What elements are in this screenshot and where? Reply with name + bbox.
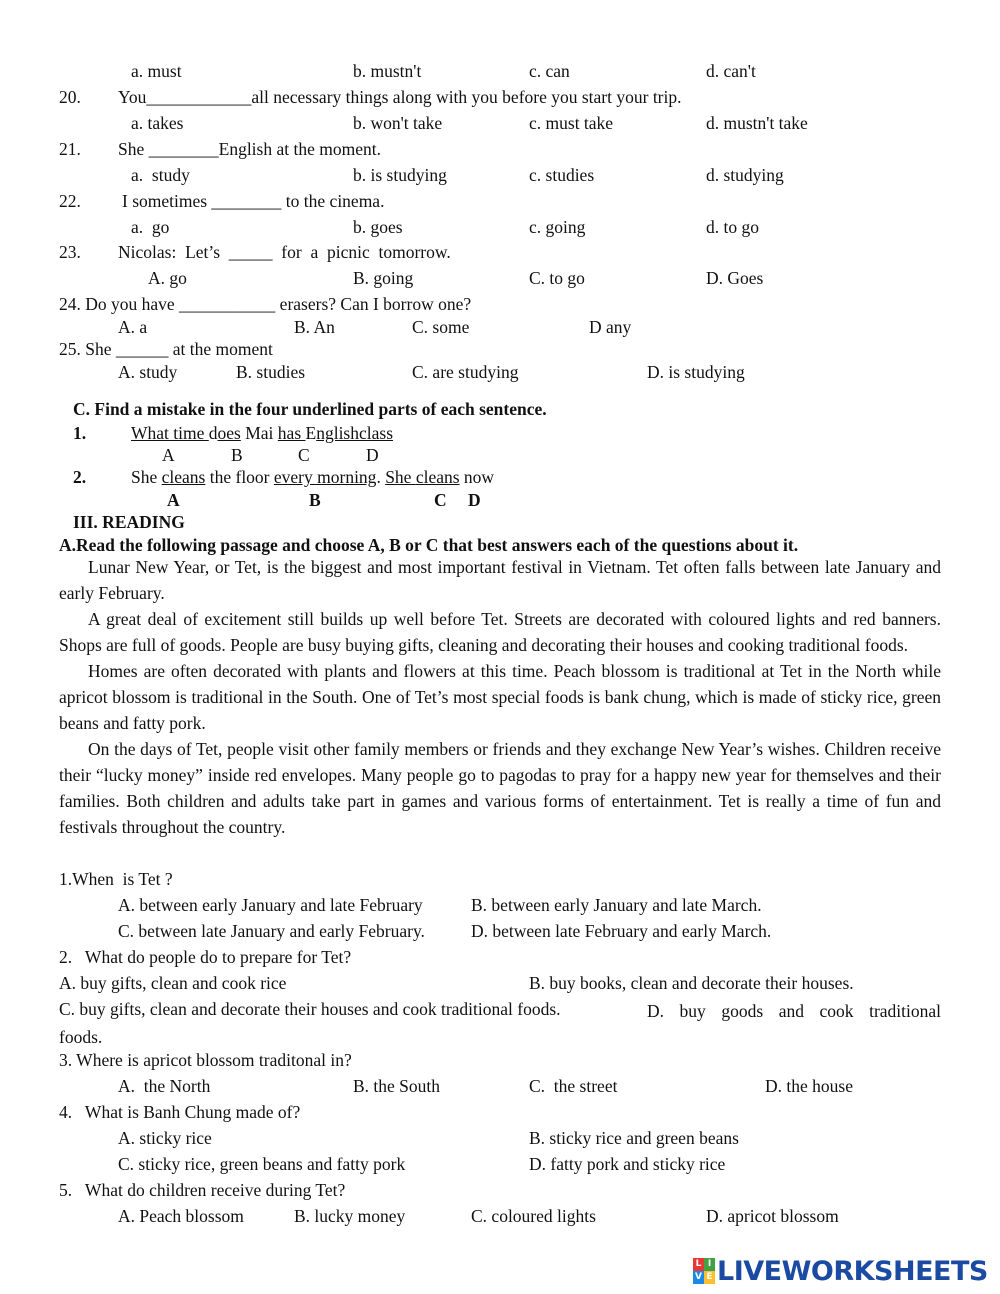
logo-mark-cell: L (693, 1258, 704, 1271)
error-sentence-2-number: 2. (73, 467, 87, 487)
passage-paragraph: On the days of Tet, people visit other family members or friends and they exchange New Year’s wishes. Children receive their “lucky money” inside red envelopes. Many people go to pagodas to pray for a happy new year for themselves and their families. Both children and adults take part in games and various forms of entertainment. Tet is really a time of fun and festivals throughout the country. (59, 739, 941, 837)
q19-option-c[interactable]: c. can (529, 61, 570, 81)
passage-paragraph: Lunar New Year, or Tet, is the biggest and most important festival in Vietnam. Tet often falls between late January and early February. (59, 557, 941, 603)
error-sentence-1-number: 1. (73, 423, 87, 443)
underlined-part-a[interactable]: cleans (161, 467, 206, 487)
reading-q5-option-d[interactable]: D. apricot blossom (706, 1206, 839, 1226)
q22-number: 22. (59, 191, 81, 211)
reading-q3-option-b[interactable]: B. the South (353, 1076, 441, 1096)
q19-option-a[interactable]: a. must (131, 61, 182, 81)
reading-q2-option-a[interactable]: A. buy gifts, clean and cook rice (59, 973, 287, 993)
underlined-part-c[interactable]: has (277, 423, 306, 443)
error-1-letter-c: C (298, 445, 310, 465)
q23-option-a[interactable]: A. go (148, 268, 187, 288)
q24-option-c[interactable]: C. some (412, 317, 470, 337)
q25-option-b[interactable]: B. studies (236, 362, 306, 382)
q24-stem: 24. Do you have ___________ erasers? Can I borrow one? (59, 294, 472, 314)
q24-option-b[interactable]: B. An (294, 317, 335, 337)
q25-option-d[interactable]: D. is studying (647, 362, 745, 382)
reading-q1-option-a[interactable]: A. between early January and late February (118, 895, 423, 915)
reading-q5-option-a[interactable]: A. Peach blossom (118, 1206, 244, 1226)
q23-option-c[interactable]: C. to go (529, 268, 585, 288)
reading-q3-stem: 3. Where is apricot blossom traditonal in? (59, 1050, 352, 1070)
q22-option-b[interactable]: b. goes (353, 217, 403, 237)
q25-option-a[interactable]: A. study (118, 362, 178, 382)
underlined-part-a[interactable]: What time (131, 423, 209, 443)
error-1-letter-b: B (231, 445, 243, 465)
reading-q4-option-c[interactable]: C. sticky rice, green beans and fatty pork (118, 1154, 406, 1174)
q19-option-d[interactable]: d. can't (706, 61, 756, 81)
q23-number: 23. (59, 242, 81, 262)
q20-number: 20. (59, 87, 81, 107)
q20-option-d[interactable]: d. mustn't take (706, 113, 808, 133)
q21-number: 21. (59, 139, 81, 159)
underlined-part-b[interactable]: oes (217, 423, 241, 443)
q21-stem: She ________English at the moment. (118, 139, 381, 159)
section-c-heading: C. Find a mistake in the four underlined parts of each sentence. (73, 399, 547, 419)
reading-q5-stem: 5. What do children receive during Tet? (59, 1180, 346, 1200)
error-sentence-1 (131, 422, 393, 444)
q20-option-a[interactable]: a. takes (131, 113, 184, 133)
error-2-letter-d: D (468, 490, 481, 510)
plain-text: Mai (240, 423, 278, 443)
error-2-letter-c: C (434, 490, 447, 510)
passage-paragraph: A great deal of excitement still builds up well before Tet. Streets are decorated with coloured lights and red banners. Shops are full of goods. People are busy buying gifts, cleaning and decorating their houses and cooking traditional foods. (59, 609, 941, 655)
plain-text: the floor (205, 467, 274, 487)
logo-mark-cell: E (704, 1271, 715, 1284)
q25-option-c[interactable]: C. are studying (412, 362, 519, 382)
underlined-part-b[interactable]: every morning (273, 467, 377, 487)
q20-stem: You____________all necessary things along with you before you start your trip. (118, 87, 682, 107)
q21-option-b[interactable]: b. is studying (353, 165, 447, 185)
reading-q3-option-c[interactable]: C. the street (529, 1076, 618, 1096)
reading-q4-option-b[interactable]: B. sticky rice and green beans (529, 1128, 739, 1148)
underlined-part-d[interactable]: nglishclass (316, 423, 394, 443)
error-1-letter-d: D (366, 445, 379, 465)
reading-q5-option-c[interactable]: C. coloured lights (471, 1206, 596, 1226)
error-sentence-2 (131, 466, 494, 488)
underlined-part-c[interactable]: She (385, 467, 412, 487)
q21-option-a[interactable]: a. study (131, 165, 190, 185)
q22-stem: I sometimes ________ to the cinema. (122, 191, 385, 211)
reading-q2-stem: 2. What do people do to prepare for Tet? (59, 947, 352, 967)
q21-option-d[interactable]: d. studying (706, 165, 784, 185)
reading-q3-option-d[interactable]: D. the house (765, 1076, 853, 1096)
q23-stem: Nicolas: Let’s _____ for a picnic tomorrow. (118, 242, 451, 262)
plain-text: . (376, 467, 386, 487)
reading-q1-option-d[interactable]: D. between late February and early March. (471, 921, 772, 941)
q20-option-c[interactable]: c. must take (529, 113, 614, 133)
underlined-part-d[interactable]: cleans (415, 467, 460, 487)
reading-q4-option-d[interactable]: D. fatty pork and sticky rice (529, 1154, 726, 1174)
q25-stem: 25. She ______ at the moment (59, 339, 273, 359)
reading-q2-option-c[interactable]: C. buy gifts, clean and decorate their houses and cook traditional foods. (59, 999, 561, 1019)
q23-option-d[interactable]: D. Goes (706, 268, 764, 288)
reading-instruction: A.Read the following passage and choose A, B or C that best answers each of the questions about it. (59, 535, 799, 555)
reading-q3-option-a[interactable]: A. the North (118, 1076, 211, 1096)
q21-option-c[interactable]: c. studies (529, 165, 595, 185)
reading-q5-option-b[interactable]: B. lucky money (294, 1206, 406, 1226)
reading-q1-stem: 1.When is Tet ? (59, 869, 173, 889)
q20-option-b[interactable]: b. won't take (353, 113, 443, 133)
error-2-letter-a: A (167, 490, 180, 510)
reading-passage (59, 554, 941, 840)
reading-q2-option-b[interactable]: B. buy books, clean and decorate their houses. (529, 973, 854, 993)
reading-q4-stem: 4. What is Banh Chung made of? (59, 1102, 301, 1122)
error-2-letter-b: B (309, 490, 321, 510)
reading-title: III. READING (73, 512, 185, 532)
plain-text: She (131, 467, 162, 487)
plain-text: E (305, 423, 317, 443)
passage-paragraph: Homes are often decorated with plants and flowers at this time. Peach blossom is traditional at Tet in the North while apricot blossom is traditional in the South. One of Tet’s most special foods is bank chung, which is made of sticky rice, green beans and fatty pork. (59, 661, 941, 733)
q22-option-d[interactable]: d. to go (706, 217, 759, 237)
liveworksheets-logo-text: LIVEWORKSHEETS (717, 1255, 988, 1287)
q22-option-c[interactable]: c. going (529, 217, 586, 237)
reading-q1-option-c[interactable]: C. between late January and early February. (118, 921, 425, 941)
q24-option-a[interactable]: A. a (118, 317, 148, 337)
liveworksheets-logo (693, 1256, 988, 1286)
error-1-letter-a: A (162, 445, 175, 465)
q22-option-a[interactable]: a. go (131, 217, 170, 237)
logo-mark-cell: I (704, 1258, 715, 1271)
reading-q2-option-d[interactable]: D. buy goods and cook traditional foods. (59, 1001, 941, 1047)
q24-option-d[interactable]: D any (589, 317, 632, 337)
liveworksheets-logo-icon (693, 1258, 715, 1284)
reading-q1-option-b[interactable]: B. between early January and late March. (471, 895, 762, 915)
q19-option-b[interactable]: b. mustn't (353, 61, 422, 81)
logo-mark-cell: V (693, 1271, 704, 1284)
q23-option-b[interactable]: B. going (353, 268, 414, 288)
plain-text: d (208, 423, 218, 443)
plain-text: now (459, 467, 495, 487)
reading-q4-option-a[interactable]: A. sticky rice (118, 1128, 212, 1148)
